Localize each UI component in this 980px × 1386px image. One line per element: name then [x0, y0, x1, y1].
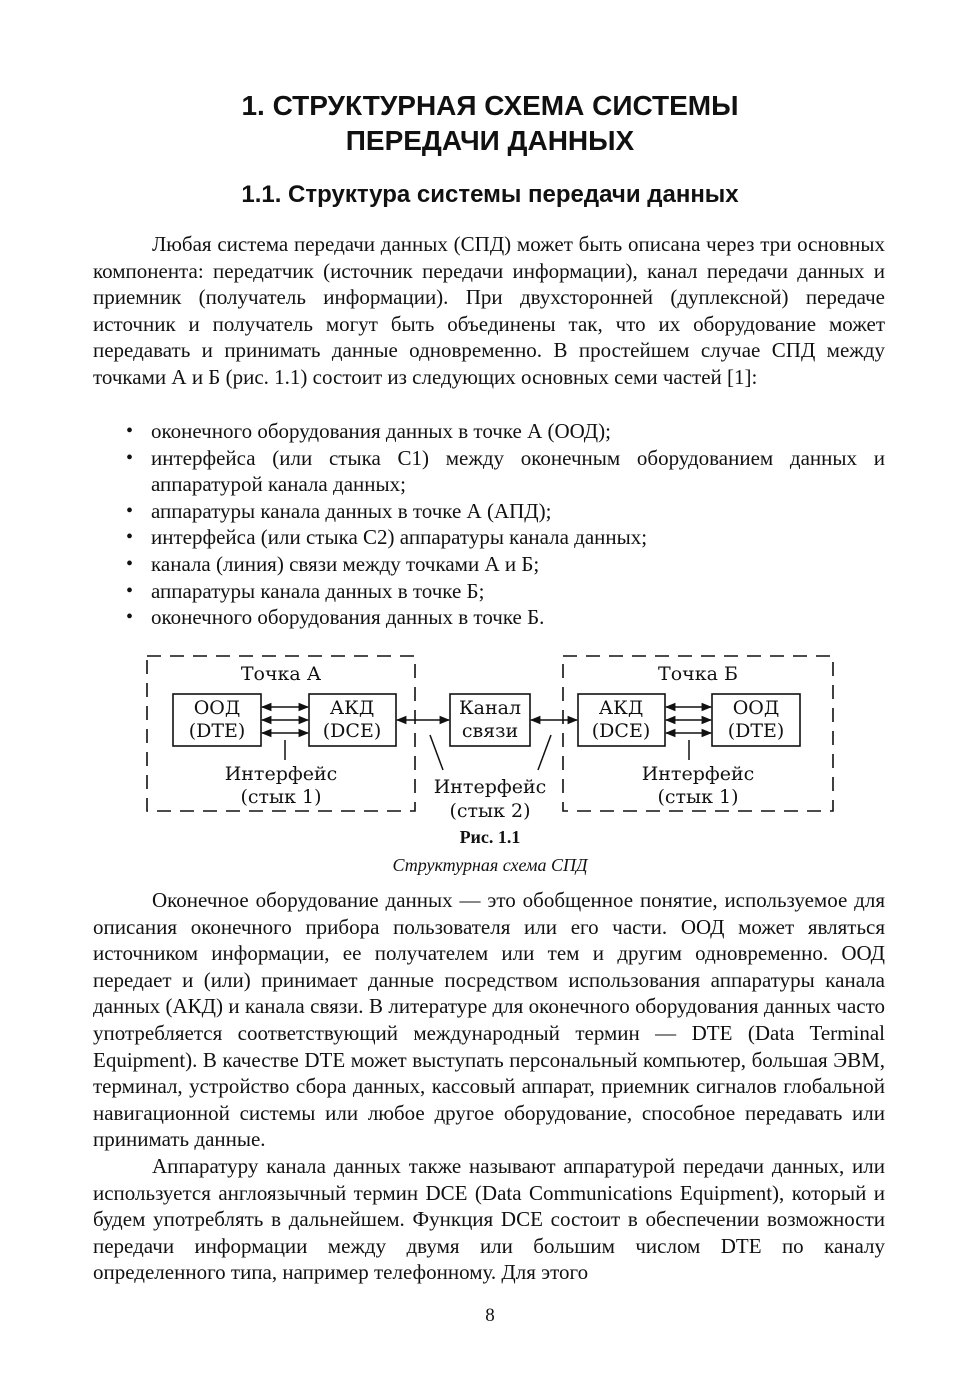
- dce-paragraph: Аппаратуру канала данных также называют аппаратурой передачи данных, или используется англоязычный термин DCE (Data Communications Equipment), который и будем употреблять в дальнейшем. Функция DCE состоит в обеспечении возможности передачи информации между двумя или большим числом DTE по каналу определенного типа, например телефонному. Для этого: [93, 1154, 885, 1285]
- dce-b-line2: (DCE): [591, 720, 651, 742]
- iface2-line1: Интерфейс: [433, 776, 547, 798]
- section-title: 1.1. Структура системы передачи данных: [241, 181, 739, 208]
- dte-b-line1: ООД: [732, 697, 780, 719]
- dce-a-line1: АКД: [329, 697, 375, 719]
- dce-b-line1: АКД: [598, 697, 644, 719]
- intro-paragraph: Любая система передачи данных (СПД) может быть описана через три основных компонента: передатчик (источник передачи информации), канал передачи данных и приемник (получатель информации). При двухсторонней (дуплексной) передаче источник и получатель могут быть объединены так, что их оборудование может передавать и принимать данные одновременно. В простейшем случае СПД между точками А и Б (рис. 1.1) состоит из следующих основных семи частей [1]:: [93, 232, 885, 389]
- iface1-a-line2: (стык 1): [240, 786, 322, 808]
- list-item: • аппаратуры канала данных в точке Б;: [126, 578, 485, 603]
- interface-a-arrows: [262, 707, 308, 760]
- bullet-icon: •: [126, 420, 134, 442]
- chapter-title: [0, 88, 980, 158]
- figure-label: Рис. 1.1: [459, 827, 521, 847]
- iface1-b-line2: (стык 1): [657, 786, 739, 808]
- list-item: • канала (линия) связи между точками А и Б;: [126, 551, 540, 576]
- chapter-title-line2: ПЕРЕДАЧИ ДАННЫХ: [345, 125, 635, 156]
- list-item: • оконечного оборудования данных в точке А (ООД);: [126, 419, 611, 443]
- dte-a-line1: ООД: [193, 697, 241, 719]
- bullet-icon: •: [126, 579, 134, 602]
- point-a-label: Точка А: [240, 663, 322, 685]
- figure-caption: Структурная схема СПД: [392, 855, 588, 875]
- channel-line2: связи: [461, 720, 519, 742]
- dte-paragraph: Оконечное оборудование данных — это обобщенное понятие, используемое для описания оконечного прибора пользователя или его части. ООД может являться источником информации, ее получателем или тем и другим одновременно. ООД передает и (или) принимает данные посредством использования аппаратуры канала данных (АКД) и канала связи. В литературе для оконечного оборудования данных часто употребляется соответствующий международный термин — DTE (Data Terminal Equipment). В качестве DTE может выступать персональный компьютер, большая ЭВМ, терминал, устройство сбора данных, кассовый аппарат, приемник сигналов глобальной навигационной системы или любое другое оборудование, способное передавать или принимать данные.: [93, 888, 885, 1152]
- dte-a-line2: (DTE): [188, 720, 246, 742]
- iface1-a-line1: Интерфейс: [224, 763, 338, 785]
- list-item: • аппаратуры канала данных в точке А (АПД);: [126, 498, 552, 523]
- channel-line1: Канал: [458, 697, 522, 719]
- iface2-line2: (стык 2): [449, 800, 531, 822]
- chapter-title-line1: 1. СТРУКТУРНАЯ СХЕМА СИСТЕМЫ: [241, 90, 739, 121]
- dte-b-line2: (DTE): [727, 720, 785, 742]
- page-number: 8: [485, 1305, 495, 1326]
- components-list: [93, 418, 885, 631]
- bullet-icon: •: [126, 606, 134, 629]
- list-item: • оконечного оборудования данных в точке Б.: [126, 605, 545, 630]
- bullet-icon: •: [126, 526, 134, 549]
- iface1-b-line1: Интерфейс: [641, 763, 755, 785]
- list-item: • интерфейса (или стыка С1) между оконечным оборудованием данных и аппаратурой канала данных;: [126, 445, 885, 497]
- bullet-icon: •: [126, 499, 134, 522]
- dce-a-line2: (DCE): [322, 720, 382, 742]
- bullet-icon: •: [126, 552, 134, 575]
- interface-b-arrows: [666, 707, 711, 760]
- list-item: • интерфейса (или стыка С2) аппаратуры канала данных;: [126, 525, 648, 550]
- point-b-label: Точка Б: [658, 663, 738, 685]
- figure-diagram: [140, 650, 840, 830]
- bullet-icon: •: [126, 446, 134, 469]
